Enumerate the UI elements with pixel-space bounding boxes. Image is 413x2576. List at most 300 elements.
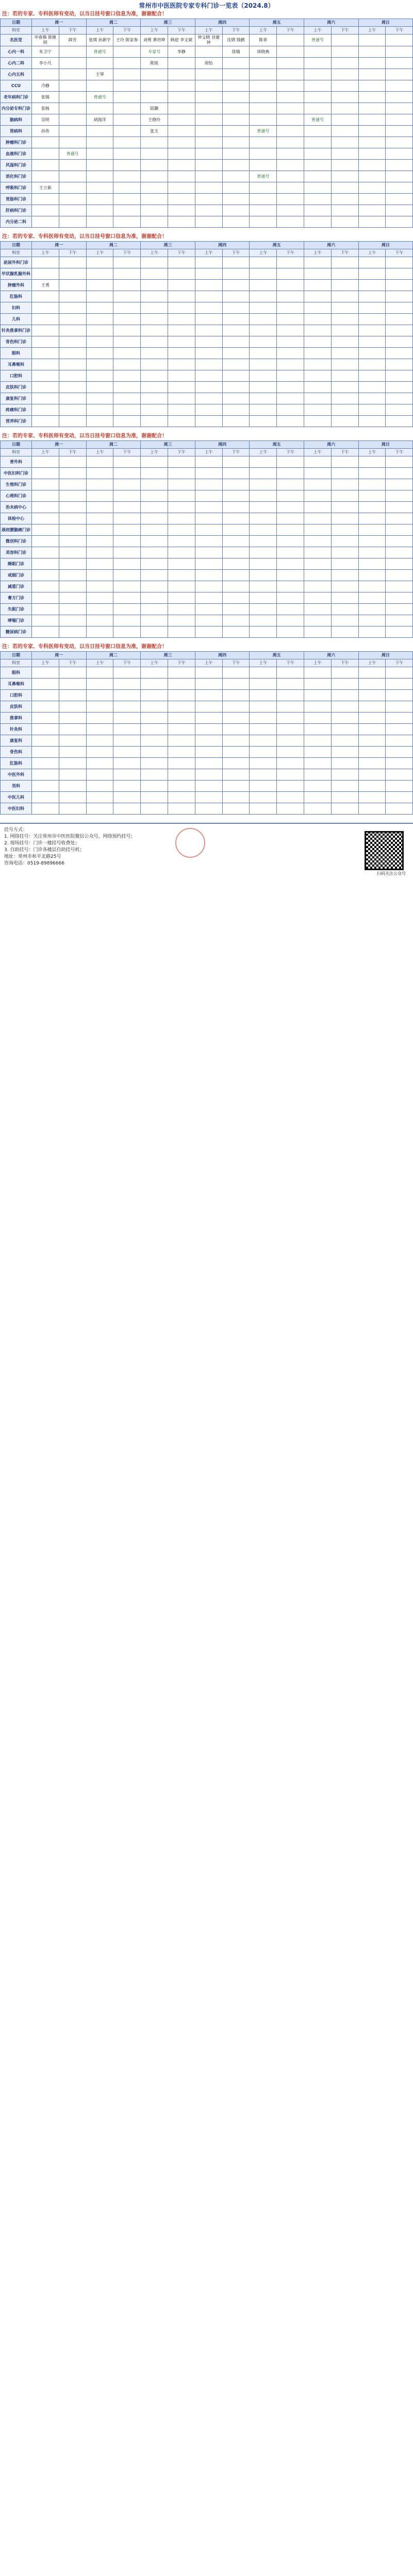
table-row <box>1 735 413 747</box>
doctor-cell <box>195 781 222 792</box>
doctor-cell <box>195 382 222 393</box>
doctor-cell <box>59 456 86 468</box>
table-row <box>1 382 413 393</box>
doctor-cell <box>59 92 86 103</box>
doctor-cell <box>304 160 331 171</box>
section-gap <box>0 427 413 432</box>
doctor-cell <box>195 792 222 803</box>
doctor-cell <box>358 216 386 228</box>
doctor-cell <box>113 92 141 103</box>
doctor-cell <box>304 679 331 690</box>
doctor-cell <box>277 558 304 570</box>
doctor-cell <box>86 336 113 348</box>
doctor-cell <box>250 370 277 382</box>
doctor-cell <box>331 216 358 228</box>
doctor-cell <box>277 735 304 747</box>
doctor-cell <box>113 46 141 58</box>
table-row <box>1 416 413 427</box>
doctor-cell <box>168 679 195 690</box>
header-session: 上午 <box>358 249 386 257</box>
table-row <box>1 468 413 479</box>
doctor-cell <box>86 382 113 393</box>
doctor-cell <box>141 348 168 359</box>
doctor-cell <box>250 690 277 701</box>
dept-name: 心内二科 <box>1 58 32 69</box>
doctor-cell <box>250 416 277 427</box>
doctor-cell <box>304 382 331 393</box>
doctor-cell <box>141 468 168 479</box>
doctor-cell <box>32 416 59 427</box>
doctor-cell <box>304 592 331 604</box>
doctor-cell <box>277 314 304 325</box>
table-row <box>1 615 413 626</box>
table-row <box>1 359 413 370</box>
doctor-cell <box>86 502 113 513</box>
doctor-cell <box>250 393 277 404</box>
section-gap <box>0 638 413 643</box>
doctor-cell <box>386 416 413 427</box>
doctor-cell <box>250 769 277 781</box>
doctor-cell <box>195 713 222 724</box>
doctor-cell <box>32 291 59 302</box>
doctor-cell <box>386 80 413 92</box>
doctor-cell <box>168 291 195 302</box>
doctor-cell <box>32 137 59 148</box>
doctor-cell <box>32 513 59 524</box>
doctor-cell <box>86 302 113 314</box>
doctor-cell <box>59 792 86 803</box>
doctor-cell <box>59 103 86 114</box>
dept-name: 肾病科 <box>1 126 32 137</box>
doctor-cell <box>86 280 113 291</box>
doctor-cell <box>358 160 386 171</box>
doctor-cell: 孙伟 <box>32 126 59 137</box>
doctor-cell <box>386 626 413 638</box>
doctor-cell <box>358 735 386 747</box>
doctor-cell <box>250 735 277 747</box>
doctor-cell <box>141 690 168 701</box>
doctor-cell <box>168 592 195 604</box>
doctor-cell <box>358 547 386 558</box>
doctor-cell <box>32 524 59 536</box>
doctor-cell <box>195 701 222 713</box>
header-session: 上午 <box>195 449 222 456</box>
doctor-cell <box>168 58 195 69</box>
doctor-cell <box>386 216 413 228</box>
doctor-cell <box>59 769 86 781</box>
doctor-cell <box>250 114 277 126</box>
doctor-cell <box>86 359 113 370</box>
dept-name: 肿瘤科门诊 <box>1 137 32 148</box>
doctor-cell <box>59 393 86 404</box>
doctor-cell: 陈菲 <box>250 35 277 46</box>
dept-name: 呼吸科门诊 <box>1 182 32 194</box>
doctor-cell <box>222 792 250 803</box>
header-day: 周五 <box>250 242 304 249</box>
doctor-cell <box>168 468 195 479</box>
doctor-cell <box>358 592 386 604</box>
doctor-cell <box>250 58 277 69</box>
qr-code-icon[interactable] <box>365 831 404 870</box>
doctor-cell <box>358 268 386 280</box>
doctor-cell <box>86 126 113 137</box>
doctor-cell <box>386 758 413 769</box>
table-row <box>1 513 413 524</box>
doctor-cell <box>59 490 86 502</box>
doctor-cell <box>113 205 141 216</box>
doctor-cell <box>113 724 141 735</box>
dept-name: 老年病科门诊 <box>1 92 32 103</box>
doctor-cell <box>141 803 168 815</box>
doctor-cell <box>113 667 141 679</box>
footer-line: 挂号方式： <box>4 827 28 833</box>
doctor-cell <box>113 626 141 638</box>
doctor-cell <box>195 769 222 781</box>
table-row <box>1 114 413 126</box>
doctor-cell <box>195 690 222 701</box>
doctor-cell <box>113 792 141 803</box>
doctor-cell <box>358 171 386 182</box>
doctor-cell <box>195 570 222 581</box>
doctor-cell <box>304 769 331 781</box>
doctor-cell <box>358 80 386 92</box>
table-row <box>1 781 413 792</box>
doctor-cell <box>358 570 386 581</box>
doctor-cell <box>250 216 277 228</box>
dept-name: 治未病中心 <box>1 502 32 513</box>
doctor-cell <box>386 479 413 490</box>
doctor-cell <box>59 524 86 536</box>
doctor-cell <box>168 194 195 205</box>
doctor-cell <box>222 280 250 291</box>
doctor-cell <box>222 558 250 570</box>
header-session: 下午 <box>277 449 304 456</box>
table-row <box>1 58 413 69</box>
doctor-cell <box>59 80 86 92</box>
doctor-cell <box>304 803 331 815</box>
doctor-cell <box>250 291 277 302</box>
doctor-cell <box>358 46 386 58</box>
doctor-cell <box>195 581 222 592</box>
doctor-cell <box>195 148 222 160</box>
doctor-cell <box>141 604 168 615</box>
doctor-cell <box>59 604 86 615</box>
doctor-cell <box>304 615 331 626</box>
header-session: 上午 <box>86 249 113 257</box>
doctor-cell <box>277 747 304 758</box>
doctor-cell <box>113 513 141 524</box>
doctor-cell <box>331 626 358 638</box>
doctor-cell <box>113 58 141 69</box>
dept-name: 眼科 <box>1 667 32 679</box>
doctor-cell <box>141 302 168 314</box>
header-day: 周日 <box>358 441 413 449</box>
doctor-cell <box>222 393 250 404</box>
doctor-cell <box>168 205 195 216</box>
doctor-cell <box>113 701 141 713</box>
doctor-cell <box>168 171 195 182</box>
doctor-cell: 薛芳 <box>59 35 86 46</box>
doctor-cell <box>59 479 86 490</box>
header-day: 周三 <box>141 242 195 249</box>
header-session: 下午 <box>59 249 86 257</box>
doctor-cell <box>250 268 277 280</box>
doctor-cell <box>113 479 141 490</box>
doctor-cell <box>168 404 195 416</box>
doctor-cell <box>277 758 304 769</box>
doctor-cell <box>141 456 168 468</box>
doctor-cell <box>59 302 86 314</box>
doctor-cell <box>304 336 331 348</box>
header-day: 周五 <box>250 652 304 659</box>
doctor-cell <box>331 370 358 382</box>
doctor-cell <box>195 758 222 769</box>
doctor-cell <box>141 257 168 268</box>
doctor-cell <box>386 735 413 747</box>
table-row <box>1 302 413 314</box>
doctor-cell <box>304 604 331 615</box>
header-session: 上午 <box>32 27 59 35</box>
doctor-cell <box>168 126 195 137</box>
header-day: 周日 <box>358 242 413 249</box>
doctor-cell <box>358 194 386 205</box>
doctor-cell <box>86 604 113 615</box>
doctor-cell <box>195 724 222 735</box>
doctor-cell <box>358 604 386 615</box>
doctor-cell: 王玲 陈家春 <box>113 35 141 46</box>
header-day: 周五 <box>250 19 304 27</box>
dept-name: 戒烟门诊 <box>1 570 32 581</box>
table-row <box>1 581 413 592</box>
dept-name: 风湿科门诊 <box>1 160 32 171</box>
doctor-cell <box>386 126 413 137</box>
doctor-cell <box>277 268 304 280</box>
section-gap <box>0 815 413 820</box>
doctor-cell <box>195 667 222 679</box>
doctor-cell <box>222 348 250 359</box>
doctor-cell <box>141 536 168 547</box>
doctor-cell <box>304 547 331 558</box>
doctor-cell <box>277 615 304 626</box>
doctor-cell <box>168 803 195 815</box>
table-row <box>1 336 413 348</box>
doctor-cell <box>141 792 168 803</box>
doctor-cell <box>168 336 195 348</box>
doctor-cell <box>250 547 277 558</box>
table-row <box>1 216 413 228</box>
doctor-cell <box>358 137 386 148</box>
doctor-cell <box>250 724 277 735</box>
table-row <box>1 370 413 382</box>
dept-name: 肿瘤外科 <box>1 280 32 291</box>
doctor-cell <box>141 570 168 581</box>
table-row <box>1 667 413 679</box>
doctor-cell <box>386 268 413 280</box>
header-session: 上午 <box>304 449 331 456</box>
doctor-cell <box>386 747 413 758</box>
doctor-cell <box>195 114 222 126</box>
table-row <box>1 490 413 502</box>
dept-name: 营养科门诊 <box>1 416 32 427</box>
header-session: 下午 <box>277 27 304 35</box>
doctor-cell <box>277 126 304 137</box>
header-session: 下午 <box>168 249 195 257</box>
table-row <box>1 626 413 638</box>
doctor-cell <box>222 747 250 758</box>
table-row <box>1 325 413 336</box>
doctor-cell <box>222 69 250 80</box>
doctor-cell <box>222 701 250 713</box>
doctor-cell <box>331 615 358 626</box>
doctor-cell <box>386 604 413 615</box>
header-session: 下午 <box>331 659 358 667</box>
doctor-cell <box>386 348 413 359</box>
doctor-cell <box>141 547 168 558</box>
doctor-cell <box>222 370 250 382</box>
doctor-cell <box>386 393 413 404</box>
doctor-cell <box>59 404 86 416</box>
doctor-cell <box>59 679 86 690</box>
doctor-cell <box>168 216 195 228</box>
doctor-cell <box>32 536 59 547</box>
doctor-cell <box>168 359 195 370</box>
doctor-cell <box>222 382 250 393</box>
doctor-cell <box>358 803 386 815</box>
doctor-cell <box>331 490 358 502</box>
doctor-cell <box>86 257 113 268</box>
doctor-cell <box>86 713 113 724</box>
doctor-cell <box>304 314 331 325</box>
doctor-cell <box>250 69 277 80</box>
doctor-cell <box>277 58 304 69</box>
doctor-cell <box>277 792 304 803</box>
doctor-cell <box>222 758 250 769</box>
dept-name: 儿科 <box>1 314 32 325</box>
doctor-cell <box>331 690 358 701</box>
doctor-cell <box>222 615 250 626</box>
doctor-cell <box>86 456 113 468</box>
table-row <box>1 724 413 735</box>
header-dept: 科室 <box>1 249 32 257</box>
doctor-cell <box>222 781 250 792</box>
doctor-cell <box>113 604 141 615</box>
doctor-cell <box>331 268 358 280</box>
table-row <box>1 160 413 171</box>
table-row <box>1 502 413 513</box>
doctor-cell <box>386 171 413 182</box>
doctor-cell <box>386 137 413 148</box>
doctor-cell <box>222 502 250 513</box>
doctor-cell <box>331 148 358 160</box>
header-day: 周二 <box>86 652 141 659</box>
header-session: 下午 <box>168 449 195 456</box>
header-date: 日期 <box>1 242 32 249</box>
doctor-cell <box>358 701 386 713</box>
doctor-cell <box>59 58 86 69</box>
table-row <box>1 792 413 803</box>
doctor-cell <box>222 679 250 690</box>
doctor-cell <box>331 581 358 592</box>
doctor-cell <box>113 679 141 690</box>
doctor-cell <box>250 581 277 592</box>
doctor-cell <box>195 126 222 137</box>
doctor-cell <box>113 194 141 205</box>
doctor-cell <box>141 713 168 724</box>
doctor-cell <box>195 359 222 370</box>
doctor-cell <box>304 758 331 769</box>
doctor-cell <box>277 325 304 336</box>
table-row <box>1 758 413 769</box>
doctor-cell <box>222 468 250 479</box>
doctor-cell <box>277 280 304 291</box>
doctor-cell <box>32 348 59 359</box>
doctor-cell <box>32 336 59 348</box>
header-day: 周四 <box>195 652 250 659</box>
doctor-cell <box>113 216 141 228</box>
doctor-cell <box>86 581 113 592</box>
doctor-cell <box>331 524 358 536</box>
table-row <box>1 35 413 46</box>
doctor-cell <box>86 758 113 769</box>
doctor-cell <box>86 536 113 547</box>
doctor-cell <box>168 502 195 513</box>
doctor-cell <box>141 747 168 758</box>
doctor-cell <box>277 80 304 92</box>
doctor-cell <box>250 314 277 325</box>
doctor-cell <box>141 416 168 427</box>
doctor-cell <box>331 416 358 427</box>
doctor-cell <box>59 570 86 581</box>
doctor-cell <box>195 524 222 536</box>
header-day: 周六 <box>304 19 358 27</box>
doctor-cell <box>59 137 86 148</box>
doctor-cell <box>331 348 358 359</box>
doctor-cell <box>141 735 168 747</box>
doctor-cell <box>386 370 413 382</box>
doctor-cell <box>304 404 331 416</box>
doctor-cell <box>113 592 141 604</box>
dept-name: 口腔科 <box>1 690 32 701</box>
doctor-cell <box>195 747 222 758</box>
doctor-cell <box>86 524 113 536</box>
doctor-cell <box>250 626 277 638</box>
doctor-cell <box>113 302 141 314</box>
header-session: 下午 <box>113 249 141 257</box>
doctor-cell <box>86 194 113 205</box>
doctor-cell <box>386 667 413 679</box>
doctor-cell <box>32 479 59 490</box>
doctor-cell <box>277 382 304 393</box>
doctor-cell <box>331 205 358 216</box>
doctor-cell <box>358 103 386 114</box>
doctor-cell <box>250 148 277 160</box>
dept-name: 针灸推拿科门诊 <box>1 325 32 336</box>
doctor-cell <box>222 148 250 160</box>
header-day: 周二 <box>86 242 141 249</box>
doctor-cell <box>168 581 195 592</box>
doctor-cell <box>141 148 168 160</box>
doctor-cell <box>386 103 413 114</box>
doctor-cell <box>222 547 250 558</box>
doctor-cell <box>304 348 331 359</box>
header-session: 上午 <box>141 27 168 35</box>
doctor-cell <box>32 69 59 80</box>
doctor-cell <box>386 713 413 724</box>
doctor-cell <box>358 792 386 803</box>
doctor-cell <box>250 615 277 626</box>
table-row <box>1 268 413 280</box>
doctor-cell <box>113 769 141 781</box>
